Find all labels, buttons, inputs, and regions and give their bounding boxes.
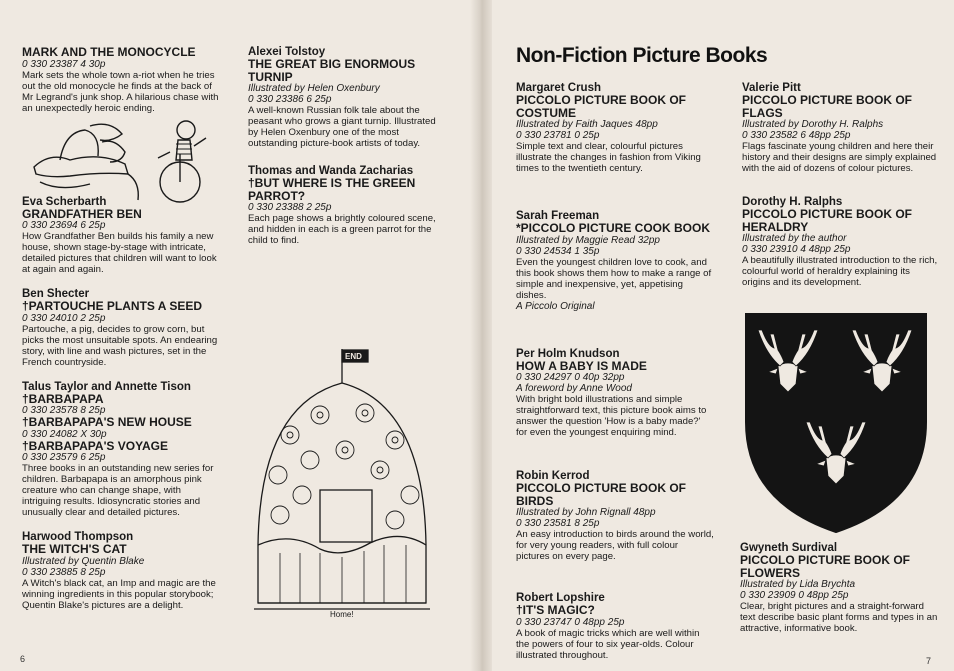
book-isbn: 0 330 23388 2 25p xyxy=(248,202,332,213)
book-entry xyxy=(22,196,222,276)
book-isbn: 0 330 23581 8 25p xyxy=(516,518,600,529)
book-entry xyxy=(516,210,714,312)
book-title: †BARBAPAPA'S NEW HOUSE xyxy=(22,415,192,429)
book-illustrator: Illustrated by Faith Jaques 48pp xyxy=(516,119,658,130)
book-isbn: 0 330 23386 6 25p xyxy=(248,94,332,105)
book-isbn: 0 330 23781 0 25p xyxy=(516,130,600,141)
book-title: GRANDFATHER BEN xyxy=(22,206,142,221)
book-entry xyxy=(516,470,714,562)
book-desc: Even the youngest children love to cook, and this book shows them how to make a range of simple and inexpensive, yet, appetising dishes. xyxy=(516,256,712,301)
book-isbn: 0 330 23579 6 25p xyxy=(22,452,106,463)
book-title: PICCOLO PICTURE BOOK OF BIRDS xyxy=(516,481,687,508)
book-isbn: 0 330 24010 2 25p xyxy=(22,312,106,324)
book-title: *PICCOLO PICTURE COOK BOOK xyxy=(516,221,711,235)
book-author: Harwood Thompson xyxy=(22,531,134,543)
book-illustrator: Illustrated by Dorothy H. Ralphs xyxy=(742,119,884,130)
book-foreword: A foreword by Anne Wood xyxy=(516,383,632,394)
book-title: PICCOLO PICTURE BOOK OF FLAGS xyxy=(742,93,913,120)
right-col-2 xyxy=(742,82,940,301)
book-author: Talus Taylor and Annette Tison xyxy=(22,380,191,393)
monocycle-illustration xyxy=(30,112,210,207)
book-illustrator: Illustrated by Maggie Read 32pp xyxy=(516,234,660,246)
book-entry xyxy=(742,82,940,174)
cage-caption: Home! xyxy=(330,610,354,619)
book-entry xyxy=(22,288,222,368)
book-isbn: 0 330 24534 1 35p xyxy=(516,245,600,257)
book-author: Thomas and Wanda Zacharias xyxy=(248,165,414,177)
book-entry xyxy=(742,196,940,288)
book-isbn: 0 330 23910 4 48pp 25p xyxy=(742,244,851,255)
book-illustrator: Illustrated by John Rignall 48pp xyxy=(516,507,656,518)
book-desc: Three books in an outstanding new series for children. Barbapapa is an amorphous pink creature who can change shape, with intriguing results. Idiosyncratic stories and unusually clear and detailed pictures. xyxy=(22,463,214,518)
book-isbn: 0 330 23694 6 25p xyxy=(22,220,106,231)
book-author: Robin Kerrod xyxy=(516,470,590,482)
book-isbn: 0 330 24082 X 30p xyxy=(22,428,107,440)
book-desc: A book of magic tricks which are well within the powers of four to six year-olds. Colour illustrated throughout. xyxy=(516,627,700,661)
book-author: Robert Lopshire xyxy=(516,592,605,604)
book-desc: A well-known Russian folk tale about the peasant who grows a giant turnip. Illustrated by Helen Oxenbury one of the most outstanding picture-book artists of today. xyxy=(248,105,436,149)
book-author: Gwyneth Surdival xyxy=(740,542,838,554)
book-isbn: 0 330 23578 8 25p xyxy=(22,405,106,416)
book-isbn: 0 330 23582 6 48pp 25p xyxy=(742,130,851,141)
book-title: HOW A BABY IS MADE xyxy=(516,358,647,373)
book-desc: An easy introduction to birds around the world, for very young readers, with full colour pictures on every page. xyxy=(516,529,714,562)
book-desc: How Grandfather Ben builds his family a new house, shown stage-by-stage with intricate, detailed pictures that children will want to look at again and again. xyxy=(22,231,217,275)
book-title: MARK AND THE MONOCYCLE xyxy=(22,45,196,59)
birdcage-illustration xyxy=(250,345,435,620)
book-entry xyxy=(22,531,222,611)
page-fold xyxy=(470,0,492,671)
book-title: †IT'S MAGIC? xyxy=(516,603,595,617)
book-entry xyxy=(516,592,714,661)
book-author: Dorothy H. Ralphs xyxy=(742,196,843,208)
right-col-1 xyxy=(516,82,714,671)
book-illustrator: Illustrated by Helen Oxenbury xyxy=(248,83,380,94)
book-title: †PARTOUCHE PLANTS A SEED xyxy=(22,299,203,313)
book-title: †BUT WHERE IS THE GREEN PARROT? xyxy=(248,176,416,203)
book-entry xyxy=(248,165,440,246)
book-author: Per Holm Knudson xyxy=(516,347,620,360)
book-author: Alexei Tolstoy xyxy=(248,46,326,58)
right-col-2b xyxy=(740,542,940,647)
book-illustrator: Illustrated by the author xyxy=(742,233,847,244)
cage-flag-label: END xyxy=(345,352,362,361)
book-entry xyxy=(516,348,714,439)
book-isbn: 0 330 23909 0 48pp 25p xyxy=(740,590,849,601)
book-title: THE GREAT BIG ENORMOUS TURNIP xyxy=(248,57,416,84)
book-desc: Simple text and clear, colourful pictures illustrate the changes in fashion from Viking times to the twentieth century. xyxy=(516,141,701,174)
book-illustrator: Illustrated by Quentin Blake xyxy=(22,555,145,567)
book-desc: Clear, bright pictures and a straight-forward text describe basic plant forms and types in an attractive, informative book. xyxy=(740,601,938,634)
book-desc: Mark sets the whole town a-riot when he tries out the old monocycle he finds at the back of Mr Legrand's junk shop. A hilarious chase with an unexpectedly heroic ending. xyxy=(22,69,219,114)
page-number-left: 6 xyxy=(20,654,26,664)
left-col-2 xyxy=(248,46,440,259)
book-desc: Flags fascinate young children and here their history and their designs are simply explained with the aid of dozens of colour pictures. xyxy=(742,141,937,174)
book-title: PICCOLO PICTURE BOOK OF COSTUME xyxy=(516,93,687,120)
book-entry xyxy=(22,46,222,114)
book-title: †BARBAPAPA xyxy=(22,391,104,406)
book-isbn: 0 330 23885 8 25p xyxy=(22,566,106,578)
book-author: Margaret Crush xyxy=(516,82,601,94)
book-entry xyxy=(516,82,714,174)
book-title: †BARBAPAPA'S VOYAGE xyxy=(22,438,168,453)
book-note: A Piccolo Original xyxy=(516,300,595,312)
book-title: THE WITCH'S CAT xyxy=(22,542,127,556)
book-title: PICCOLO PICTURE BOOK OF HERALDRY xyxy=(742,207,913,234)
book-desc: A beautifully illustrated introduction to the rich, colourful world of heraldry explaining its origins and its development. xyxy=(742,255,938,288)
book-author: Ben Shecter xyxy=(22,288,90,300)
book-isbn: 0 330 23747 0 48pp 25p xyxy=(516,616,625,628)
book-desc: With bright bold illustrations and simple straightforward text, this picture book aims to answer the question 'How is a baby made?' for even the youngest enquiring mind. xyxy=(516,394,707,438)
book-entry xyxy=(22,381,222,519)
heraldic-shield-illustration xyxy=(744,312,928,534)
page-number-right: 7 xyxy=(926,656,932,666)
book-author: Valerie Pitt xyxy=(742,82,801,94)
book-isbn: 0 330 24297 0 40p 32pp xyxy=(516,372,625,383)
book-desc: Each page shows a brightly coloured scene, and hidden in each is a green parrot for the child to find. xyxy=(248,213,436,246)
book-desc: A Witch's black cat, an Imp and magic are the winning ingredients in this popular storybook; Quentin Blake's pictures are a delight. xyxy=(22,577,216,611)
book-author: Eva Scherbarth xyxy=(22,195,107,208)
book-entry xyxy=(248,46,440,149)
book-illustrator: Illustrated by Lida Brychta xyxy=(740,579,856,590)
book-author: Sarah Freeman xyxy=(516,210,600,222)
book-desc: Partouche, a pig, decides to grow corn, but picks the most unsuitable spots. An endearing story, with line and wash pictures, set in the French countryside. xyxy=(22,323,218,368)
book-entry xyxy=(740,542,940,634)
section-heading: Non-Fiction Picture Books xyxy=(516,44,768,67)
book-title: PICCOLO PICTURE BOOK OF FLOWERS xyxy=(740,553,911,580)
book-isbn: 0 330 23387 4 30p xyxy=(22,58,106,70)
